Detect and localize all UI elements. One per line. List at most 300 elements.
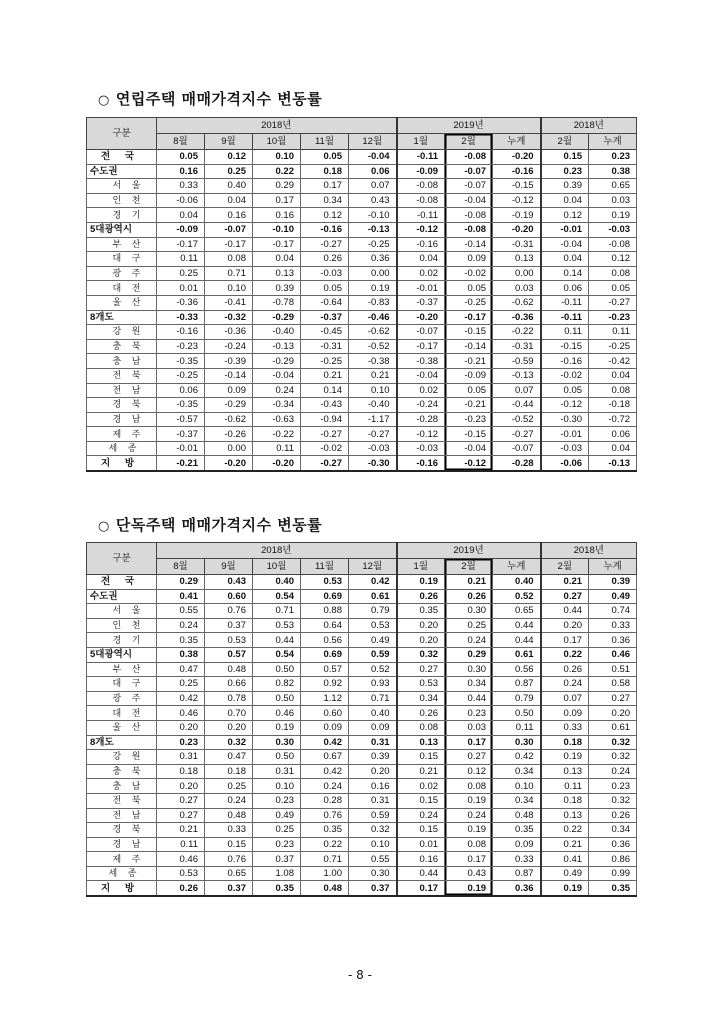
cell-value: -0.07 <box>397 325 445 340</box>
cell-value: 0.52 <box>349 662 397 677</box>
cell-value: 0.32 <box>589 793 637 808</box>
cell-value: 0.71 <box>253 604 301 619</box>
cell-value: 0.17 <box>541 633 589 648</box>
cell-value: -0.59 <box>493 354 541 369</box>
cell-value: 0.05 <box>445 383 493 398</box>
cell-value: 0.14 <box>301 383 349 398</box>
cell-value: 0.24 <box>397 808 445 823</box>
cell-value: 0.05 <box>301 150 349 165</box>
cell-value: 0.17 <box>397 881 445 896</box>
cell-value: 0.32 <box>589 735 637 750</box>
cell-value: -0.29 <box>253 310 301 325</box>
cell-value: 0.19 <box>445 793 493 808</box>
row-region-name: 인 천 <box>87 618 157 633</box>
cell-value: -0.38 <box>349 354 397 369</box>
cell-value: 0.18 <box>541 735 589 750</box>
header-month: 누계 <box>493 134 541 150</box>
cell-value: 0.21 <box>541 575 589 590</box>
cell-value: 0.92 <box>301 677 349 692</box>
cell-value: 0.26 <box>589 808 637 823</box>
cell-value: 0.27 <box>541 589 589 604</box>
cell-value: 0.35 <box>157 633 205 648</box>
cell-value: 0.43 <box>205 575 253 590</box>
page-number: - 8 - <box>348 968 372 982</box>
cell-value: 0.46 <box>253 706 301 721</box>
cell-value: 0.86 <box>589 852 637 867</box>
cell-value: 0.55 <box>349 852 397 867</box>
cell-value: 0.61 <box>493 647 541 662</box>
cell-value: -0.42 <box>589 354 637 369</box>
cell-value: -0.13 <box>253 339 301 354</box>
cell-value: -0.08 <box>397 179 445 194</box>
row-region-name: 8개도 <box>87 735 157 750</box>
table-row <box>87 412 637 427</box>
cell-value: -0.13 <box>349 222 397 237</box>
header-month: 1월 <box>397 134 445 150</box>
row-region-name: 대 전 <box>87 281 157 296</box>
cell-value: 0.59 <box>349 808 397 823</box>
cell-value: 0.25 <box>157 677 205 692</box>
cell-value: 0.58 <box>589 677 637 692</box>
cell-value: 0.02 <box>397 383 445 398</box>
cell-value: -0.35 <box>157 354 205 369</box>
cell-value: -0.17 <box>253 237 301 252</box>
cell-value: 0.23 <box>541 164 589 179</box>
cell-value: 0.20 <box>397 618 445 633</box>
header-month: 9월 <box>205 559 253 575</box>
cell-value: -0.52 <box>349 339 397 354</box>
cell-value: -0.01 <box>157 441 205 456</box>
cell-value: -0.12 <box>541 398 589 413</box>
table-row <box>87 339 637 354</box>
cell-value: 0.32 <box>205 735 253 750</box>
cell-value: -0.15 <box>493 179 541 194</box>
cell-value: 0.18 <box>205 764 253 779</box>
cell-value: 0.44 <box>493 633 541 648</box>
cell-value: 0.04 <box>541 252 589 267</box>
cell-value: 0.20 <box>541 618 589 633</box>
cell-value: 0.71 <box>349 691 397 706</box>
cell-value: -0.35 <box>157 398 205 413</box>
header-month: 8월 <box>157 134 205 150</box>
cell-value: 0.15 <box>397 793 445 808</box>
cell-value: 0.08 <box>445 779 493 794</box>
row-region-name: 5대광역시 <box>87 647 157 662</box>
cell-value: 0.34 <box>589 823 637 838</box>
cell-value: 0.49 <box>253 808 301 823</box>
cell-value: 0.21 <box>397 764 445 779</box>
table-row <box>87 164 637 179</box>
cell-value: 0.07 <box>493 383 541 398</box>
row-region-name: 광 주 <box>87 691 157 706</box>
cell-value: 0.24 <box>589 764 637 779</box>
header-month: 8월 <box>157 559 205 575</box>
cell-value: 0.20 <box>397 633 445 648</box>
row-region-name: 인 천 <box>87 193 157 208</box>
row-region-name: 전 북 <box>87 793 157 808</box>
cell-value: -0.38 <box>397 354 445 369</box>
cell-value: 0.21 <box>541 837 589 852</box>
cell-value: 0.05 <box>301 281 349 296</box>
cell-value: 0.40 <box>205 179 253 194</box>
rowhouse-price-change-table <box>86 117 637 472</box>
cell-value: 0.43 <box>445 866 493 881</box>
row-region-name: 대 구 <box>87 677 157 692</box>
cell-value: 0.34 <box>493 764 541 779</box>
cell-value: 0.25 <box>205 164 253 179</box>
cell-value: 0.05 <box>157 150 205 165</box>
cell-value: 0.21 <box>157 823 205 838</box>
cell-value: -0.08 <box>589 237 637 252</box>
cell-value: 0.11 <box>157 837 205 852</box>
cell-value: -0.20 <box>397 310 445 325</box>
cell-value: -0.27 <box>589 295 637 310</box>
table-row <box>87 310 637 325</box>
cell-value: 0.53 <box>301 575 349 590</box>
cell-value: 0.48 <box>301 881 349 896</box>
header-category-label: 구분 <box>87 543 157 575</box>
cell-value: 0.06 <box>157 383 205 398</box>
cell-value: 0.10 <box>493 779 541 794</box>
table-row <box>87 427 637 442</box>
row-region-name: 경 북 <box>87 823 157 838</box>
cell-value: 0.36 <box>493 881 541 896</box>
header-month: 12월 <box>349 559 397 575</box>
cell-value: 0.56 <box>493 662 541 677</box>
row-region-name: 제 주 <box>87 852 157 867</box>
cell-value: 0.06 <box>541 281 589 296</box>
header-month: 9월 <box>205 134 253 150</box>
cell-value: 0.15 <box>397 823 445 838</box>
cell-value: -0.14 <box>205 368 253 383</box>
cell-value: 0.09 <box>493 837 541 852</box>
cell-value: 0.60 <box>301 706 349 721</box>
cell-value: 0.32 <box>589 750 637 765</box>
cell-value: 0.50 <box>253 750 301 765</box>
cell-value: -0.30 <box>349 456 397 471</box>
cell-value: 0.24 <box>445 808 493 823</box>
cell-value: 0.44 <box>493 618 541 633</box>
header-category-label: 구분 <box>87 118 157 150</box>
table-row <box>87 735 637 750</box>
cell-value: 0.39 <box>253 281 301 296</box>
section-title-rowhouse <box>98 88 322 109</box>
cell-value: 0.66 <box>205 677 253 692</box>
cell-value: -0.10 <box>349 208 397 223</box>
row-region-name: 울 산 <box>87 295 157 310</box>
cell-value: 0.08 <box>589 266 637 281</box>
table-row <box>87 208 637 223</box>
cell-value: 0.70 <box>205 706 253 721</box>
cell-value: 0.27 <box>157 808 205 823</box>
cell-value: 0.19 <box>397 575 445 590</box>
cell-value: 0.48 <box>493 808 541 823</box>
cell-value: -0.29 <box>253 354 301 369</box>
cell-value: 0.13 <box>253 266 301 281</box>
cell-value: 0.00 <box>205 441 253 456</box>
cell-value: 0.24 <box>157 618 205 633</box>
cell-value: -0.62 <box>349 325 397 340</box>
cell-value: 0.53 <box>253 618 301 633</box>
cell-value: 0.03 <box>589 193 637 208</box>
cell-value: 0.76 <box>205 604 253 619</box>
cell-value: 0.22 <box>541 647 589 662</box>
cell-value: -0.09 <box>445 368 493 383</box>
row-region-name: 전 남 <box>87 383 157 398</box>
cell-value: 1.12 <box>301 691 349 706</box>
table-row <box>87 706 637 721</box>
header-month: 10월 <box>253 559 301 575</box>
table-row <box>87 852 637 867</box>
cell-value: 0.30 <box>349 866 397 881</box>
cell-value: 0.49 <box>589 589 637 604</box>
cell-value: -0.04 <box>349 150 397 165</box>
cell-value: -0.31 <box>493 237 541 252</box>
cell-value: -0.03 <box>589 222 637 237</box>
cell-value: -0.46 <box>349 310 397 325</box>
cell-value: 0.53 <box>157 866 205 881</box>
cell-value: -0.45 <box>301 325 349 340</box>
row-region-name: 서 울 <box>87 604 157 619</box>
cell-value: -0.24 <box>205 339 253 354</box>
header-month: 누계 <box>493 559 541 575</box>
cell-value: 0.99 <box>589 866 637 881</box>
cell-value: 0.78 <box>205 691 253 706</box>
cell-value: 0.11 <box>541 779 589 794</box>
cell-value: -0.27 <box>349 427 397 442</box>
header-month: 누계 <box>589 134 637 150</box>
cell-value: 0.16 <box>157 164 205 179</box>
cell-value: 0.69 <box>301 647 349 662</box>
cell-value: 0.29 <box>253 179 301 194</box>
cell-value: -0.27 <box>301 456 349 471</box>
cell-value: 0.61 <box>589 720 637 735</box>
cell-value: 0.47 <box>157 662 205 677</box>
cell-value: -0.04 <box>445 193 493 208</box>
cell-value: 0.27 <box>589 691 637 706</box>
cell-value: 0.36 <box>349 252 397 267</box>
cell-value: 0.27 <box>157 793 205 808</box>
row-region-name: 울 산 <box>87 720 157 735</box>
cell-value: 0.79 <box>349 604 397 619</box>
table-row <box>87 222 637 237</box>
cell-value: 0.30 <box>445 604 493 619</box>
row-region-name: 충 북 <box>87 339 157 354</box>
row-region-name: 광 주 <box>87 266 157 281</box>
cell-value: -0.09 <box>157 222 205 237</box>
cell-value: -0.08 <box>445 208 493 223</box>
cell-value: 0.50 <box>253 662 301 677</box>
cell-value: 0.11 <box>493 720 541 735</box>
cell-value: -0.62 <box>493 295 541 310</box>
cell-value: -0.08 <box>445 222 493 237</box>
cell-value: -0.15 <box>541 339 589 354</box>
cell-value: -0.10 <box>253 222 301 237</box>
cell-value: 0.17 <box>445 735 493 750</box>
cell-value: 0.53 <box>397 677 445 692</box>
cell-value: 0.46 <box>157 852 205 867</box>
table-row <box>87 252 637 267</box>
cell-value: -0.27 <box>493 427 541 442</box>
cell-value: 0.26 <box>157 881 205 896</box>
cell-value: -0.06 <box>541 456 589 471</box>
cell-value: 0.07 <box>541 691 589 706</box>
cell-value: -0.16 <box>301 222 349 237</box>
cell-value: -0.22 <box>493 325 541 340</box>
cell-value: 0.02 <box>397 266 445 281</box>
cell-value: 0.30 <box>493 735 541 750</box>
table-row <box>87 662 637 677</box>
cell-value: 0.09 <box>541 706 589 721</box>
cell-value: 0.34 <box>397 691 445 706</box>
row-region-name: 경 북 <box>87 398 157 413</box>
cell-value: -0.37 <box>301 310 349 325</box>
table-row <box>87 604 637 619</box>
cell-value: -0.37 <box>397 295 445 310</box>
cell-value: -0.31 <box>493 339 541 354</box>
cell-value: 0.19 <box>349 281 397 296</box>
cell-value: -0.40 <box>253 325 301 340</box>
cell-value: -0.04 <box>253 368 301 383</box>
cell-value: 0.37 <box>205 618 253 633</box>
row-region-name: 대 구 <box>87 252 157 267</box>
cell-value: -0.30 <box>541 412 589 427</box>
cell-value: 0.31 <box>253 764 301 779</box>
cell-value: -0.07 <box>445 179 493 194</box>
cell-value: 0.23 <box>253 837 301 852</box>
detached-house-price-change-table <box>86 542 637 897</box>
cell-value: 0.71 <box>205 266 253 281</box>
cell-value: -0.02 <box>541 368 589 383</box>
cell-value: 0.82 <box>253 677 301 692</box>
table-row <box>87 179 637 194</box>
cell-value: -0.34 <box>253 398 301 413</box>
cell-value: 0.21 <box>301 368 349 383</box>
cell-value: -0.07 <box>205 222 253 237</box>
section-title-detached-house <box>98 514 322 535</box>
cell-value: 0.11 <box>541 325 589 340</box>
cell-value: 0.59 <box>349 647 397 662</box>
cell-value: -0.26 <box>205 427 253 442</box>
section-title-text: 연립주택 매매가격지수 변동률 <box>115 90 323 108</box>
cell-value: -0.17 <box>157 237 205 252</box>
cell-value: 0.04 <box>541 193 589 208</box>
cell-value: -0.36 <box>493 310 541 325</box>
header-month: 2월 <box>445 559 493 575</box>
table-row <box>87 793 637 808</box>
cell-value: -0.20 <box>493 222 541 237</box>
cell-value: 0.17 <box>445 852 493 867</box>
cell-value: 0.35 <box>493 823 541 838</box>
cell-value: 0.25 <box>205 779 253 794</box>
cell-value: -0.62 <box>205 412 253 427</box>
cell-value: 0.09 <box>301 720 349 735</box>
cell-value: -0.23 <box>589 310 637 325</box>
cell-value: 0.15 <box>397 750 445 765</box>
cell-value: 0.12 <box>205 150 253 165</box>
cell-value: -0.16 <box>493 164 541 179</box>
cell-value: 0.15 <box>205 837 253 852</box>
cell-value: -0.41 <box>205 295 253 310</box>
row-region-name: 서 울 <box>87 179 157 194</box>
table-row <box>87 647 637 662</box>
cell-value: 0.11 <box>589 325 637 340</box>
table-row <box>87 677 637 692</box>
cell-value: 0.35 <box>301 823 349 838</box>
cell-value: 0.12 <box>541 208 589 223</box>
cell-value: 0.34 <box>445 677 493 692</box>
cell-value: 0.71 <box>301 852 349 867</box>
cell-value: 0.24 <box>253 383 301 398</box>
cell-value: -0.94 <box>301 412 349 427</box>
cell-value: 0.76 <box>205 852 253 867</box>
cell-value: 0.55 <box>157 604 205 619</box>
cell-value: 0.19 <box>541 881 589 896</box>
cell-value: 0.42 <box>493 750 541 765</box>
cell-value: 0.25 <box>445 618 493 633</box>
cell-value: 0.31 <box>349 793 397 808</box>
cell-value: 0.67 <box>301 750 349 765</box>
row-region-name: 경 남 <box>87 412 157 427</box>
row-region-name: 지 방 <box>87 456 157 471</box>
cell-value: -0.15 <box>445 427 493 442</box>
cell-value: 0.27 <box>397 662 445 677</box>
table-row <box>87 589 637 604</box>
cell-value: 0.10 <box>253 779 301 794</box>
cell-value: 0.33 <box>541 720 589 735</box>
cell-value: -0.72 <box>589 412 637 427</box>
cell-value: 0.48 <box>205 808 253 823</box>
cell-value: 0.35 <box>589 881 637 896</box>
cell-value: 0.23 <box>589 779 637 794</box>
table-row <box>87 575 637 590</box>
cell-value: 0.51 <box>589 662 637 677</box>
row-region-name: 수도권 <box>87 164 157 179</box>
cell-value: 0.22 <box>253 164 301 179</box>
cell-value: 0.16 <box>397 852 445 867</box>
cell-value: 0.41 <box>541 852 589 867</box>
cell-value: 0.46 <box>589 647 637 662</box>
cell-value: 0.24 <box>301 779 349 794</box>
cell-value: -0.04 <box>541 237 589 252</box>
cell-value: -0.14 <box>445 237 493 252</box>
cell-value: -0.23 <box>445 412 493 427</box>
cell-value: 0.18 <box>157 764 205 779</box>
header-year-group: 2018년 <box>157 543 397 559</box>
cell-value: 0.16 <box>253 208 301 223</box>
cell-value: -0.20 <box>493 150 541 165</box>
cell-value: 0.57 <box>205 647 253 662</box>
cell-value: 0.06 <box>589 427 637 442</box>
cell-value: -0.19 <box>493 208 541 223</box>
table-row <box>87 456 637 471</box>
cell-value: -0.39 <box>205 354 253 369</box>
cell-value: 0.20 <box>349 764 397 779</box>
cell-value: 0.38 <box>157 647 205 662</box>
cell-value: -1.17 <box>349 412 397 427</box>
table-row <box>87 764 637 779</box>
cell-value: 0.33 <box>589 618 637 633</box>
cell-value: 0.42 <box>349 575 397 590</box>
cell-value: -0.25 <box>157 368 205 383</box>
cell-value: -0.33 <box>157 310 205 325</box>
cell-value: 0.04 <box>253 252 301 267</box>
cell-value: 0.13 <box>397 735 445 750</box>
cell-value: 0.00 <box>349 266 397 281</box>
cell-value: 0.13 <box>541 808 589 823</box>
cell-value: 0.69 <box>301 589 349 604</box>
cell-value: 0.26 <box>541 662 589 677</box>
